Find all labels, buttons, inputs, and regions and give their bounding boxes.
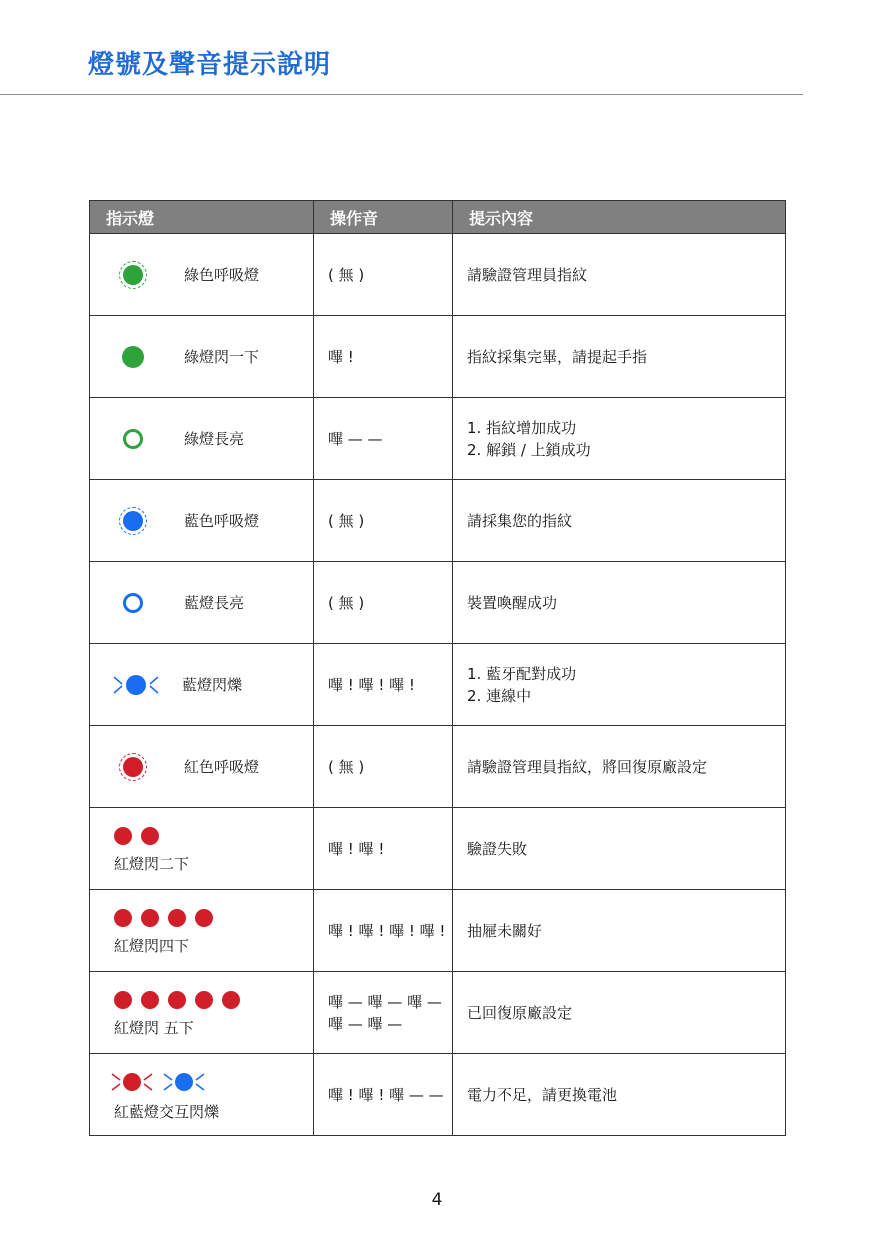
table-row: [90, 398, 786, 480]
red-breathing-light-icon: [104, 752, 164, 782]
red-dots-icon: [100, 987, 313, 1013]
indicator-label: 綠燈閃一下: [184, 347, 260, 366]
title-divider: [0, 94, 803, 95]
sound-cell: 嗶 ! 嗶 ! 嗶 — —: [314, 1054, 453, 1136]
indicator-cell: [90, 726, 314, 808]
red-blue-flashing-icon: [100, 1067, 313, 1097]
table-row: [90, 808, 786, 890]
sound-cell: 嗶 ! 嗶 !: [314, 808, 453, 890]
indicator-cell: [90, 644, 314, 726]
green-solid-light-icon: [104, 342, 164, 372]
red-dots-icon: [100, 905, 313, 931]
message-line: 2. 連線中: [467, 686, 532, 705]
message-cell: 電力不足，請更換電池: [453, 1054, 786, 1136]
table-row: [90, 1054, 786, 1136]
indicator-cell: [90, 562, 314, 644]
indicator-label: 紅藍燈交互閃爍: [114, 1102, 220, 1121]
indicator-label: 藍燈閃爍: [182, 675, 243, 694]
blue-breathing-light-icon: [104, 506, 164, 536]
message-cell: 請驗證管理員指紋，將回復原廠設定: [453, 726, 786, 808]
indicator-cell: [90, 890, 314, 972]
sound-cell: 嗶 !: [314, 316, 453, 398]
sound-cell: 嗶 ! 嗶 ! 嗶 ! 嗶 !: [314, 890, 453, 972]
table-row: [90, 726, 786, 808]
message-cell: 請採集您的指紋: [453, 480, 786, 562]
sound-cell: ( 無 ): [314, 480, 453, 562]
sound-line: 嗶 — 嗶 — 嗶 —: [328, 992, 442, 1011]
message-cell: 裝置喚醒成功: [453, 562, 786, 644]
indicator-cell: [90, 808, 314, 890]
table-row: [90, 234, 786, 316]
table-row: [90, 644, 786, 726]
indicator-label: 藍燈長亮: [184, 593, 245, 612]
blue-flashing-light-icon: [110, 670, 162, 700]
sound-line: 嗶 — 嗶 —: [328, 1014, 403, 1033]
indicator-label: 紅色呼吸燈: [184, 757, 260, 776]
column-header-sound: 操作音: [314, 201, 453, 234]
page-title: 燈號及聲音提示說明: [88, 50, 332, 80]
page-number: 4: [431, 1190, 443, 1210]
sound-cell: ( 無 ): [314, 234, 453, 316]
sound-cell: ( 無 ): [314, 726, 453, 808]
green-breathing-light-icon: [104, 260, 164, 290]
indicator-label: 紅燈閃二下: [114, 854, 190, 873]
table-header-row: [90, 201, 786, 234]
sound-cell: ( 無 ): [314, 562, 453, 644]
table-row: [90, 972, 786, 1054]
sound-cell: 嗶 ! 嗶 ! 嗶 !: [314, 644, 453, 726]
blue-ring-light-icon: [104, 588, 164, 618]
table-row: [90, 562, 786, 644]
column-header-indicator: 指示燈: [90, 201, 314, 234]
indicator-cell: [90, 1054, 314, 1136]
sound-cell: [314, 972, 453, 1054]
table-row: [90, 316, 786, 398]
message-cell: 抽屜未關好: [453, 890, 786, 972]
message-cell: 驗證失敗: [453, 808, 786, 890]
indicator-cell: [90, 480, 314, 562]
green-ring-light-icon: [104, 424, 164, 454]
sound-cell: 嗶 — —: [314, 398, 453, 480]
message-line: 1. 指紋增加成功: [467, 418, 577, 437]
table-row: [90, 480, 786, 562]
indicator-cell: [90, 234, 314, 316]
message-cell: 已回復原廠設定: [453, 972, 786, 1054]
red-dots-icon: [100, 823, 313, 849]
message-cell: 指紋採集完畢，請提起手指: [453, 316, 786, 398]
message-line: 1. 藍牙配對成功: [467, 664, 577, 683]
message-cell: 請驗證管理員指紋: [453, 234, 786, 316]
indicator-cell: [90, 972, 314, 1054]
indicator-label: 綠色呼吸燈: [184, 265, 260, 284]
indicator-cell: [90, 316, 314, 398]
table-row: [90, 890, 786, 972]
indicator-label: 紅燈閃 五下: [114, 1018, 194, 1037]
column-header-message: 提示內容: [453, 201, 786, 234]
indicator-label: 紅燈閃四下: [114, 936, 190, 955]
indicator-table: [89, 200, 786, 1136]
message-cell: [453, 644, 786, 726]
indicator-label: 藍色呼吸燈: [184, 511, 260, 530]
indicator-label: 綠燈長亮: [184, 429, 245, 448]
message-cell: [453, 398, 786, 480]
message-line: 2. 解鎖 / 上鎖成功: [467, 440, 591, 459]
indicator-cell: [90, 398, 314, 480]
